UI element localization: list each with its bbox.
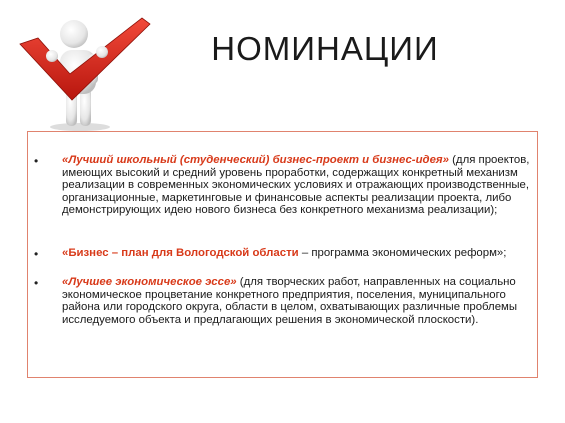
bullet-icon: • <box>34 276 39 290</box>
bullet-icon: • <box>34 154 39 168</box>
list-item-text <box>62 276 537 326</box>
bullet-icon: • <box>34 247 39 261</box>
page-title: НОМИНАЦИИ <box>211 30 439 67</box>
nomination-description: – программа экономических реформ»; <box>298 247 507 259</box>
list-item-text <box>62 247 537 260</box>
nomination-description: (для творческих работ, направленных на социально экономическое процветание конкретного предприятия, поселения, муниципального района или городского округа, области в целом, охватывающих различные проблемы исследуемого объекта и предлагающих решения в экономической плоскости). <box>62 276 518 326</box>
nomination-description: (для проектов, имеющих высокий и средний уровень проработки, содержащих конкретный механизм реализации в современных экономических условиях и отражающих производственные, организационные, маркетинговые и финансовые аспекты реализации проекта, либо демонстрирующих идею нового бизнеса без конкретного механизма реализации); <box>62 154 530 217</box>
figure-with-red-checkmark-icon <box>8 4 158 134</box>
list-item-text <box>62 154 537 217</box>
nomination-title: «Бизнес – план для Вологодской области <box>62 247 299 259</box>
nomination-title: «Лучший школьный (студенческий) бизнес-проект и бизнес-идея» <box>62 154 449 166</box>
nominations-box <box>27 131 538 378</box>
nomination-title: «Лучшее экономическое эссе» <box>62 276 237 288</box>
